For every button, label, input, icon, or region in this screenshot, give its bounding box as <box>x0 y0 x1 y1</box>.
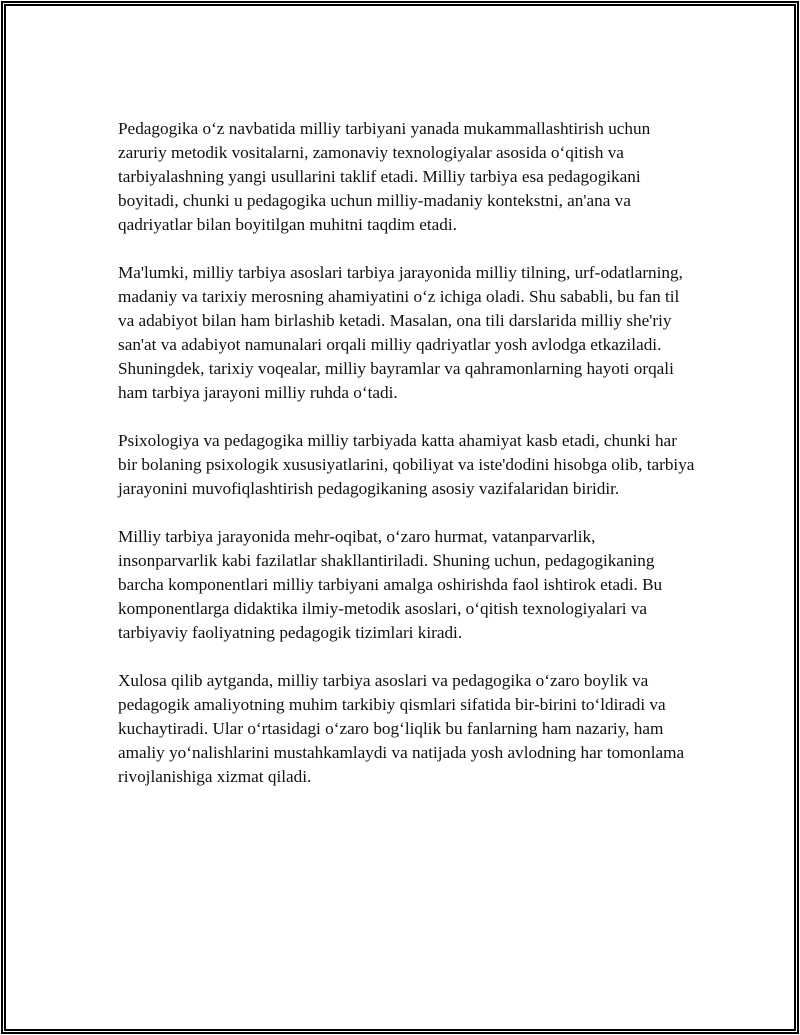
paragraph-4: Milliy tarbiya jarayonida mehr-oqibat, o‘zaro hurmat, vatanparvarlik, insonparvarlik kabi fazilatlar shakllantiriladi. Shuning uchun, pedagogikaning barcha komponentlari milliy tarbiyani amalga oshirishda faol ishtirok etadi. Bu komponentlarga didaktika ilmiy-metodik asoslari, o‘qitish texnologiyalari va tarbiyaviy faoliyatning pedagogik tizimlari kiradi. <box>118 527 663 642</box>
paragraph-2: Ma'lumki, milliy tarbiya asoslari tarbiya jarayonida milliy tilning, urf-odatlarning, madaniy va tarixiy merosning ahamiyatini o‘z ichiga oladi. Shu sababli, bu fan til va adabiyot bilan ham birlashib ketadi. Masalan, ona tili darslarida milliy she'riy san'at va adabiyot namunalari orqali milliy qadriyatlar yosh avlodga etkaziladi. Shuningdek, tarixiy voqealar, milliy bayramlar va qahramonlarning hayoti orqali ham tarbiya jarayoni milliy ruhda o‘tadi. <box>118 263 683 402</box>
document-body <box>118 117 698 813</box>
paragraph-5: Xulosa qilib aytganda, milliy tarbiya asoslari va pedagogika o‘zaro boylik va pedagogik amaliyotning muhim tarkibiy qismlari sifatida bir-birini to‘ldiradi va kuchaytiradi. Ular o‘rtasidagi o‘zaro bog‘liqlik bu fanlarning ham nazariy, ham amaliy yo‘nalishlarini mustahkamlaydi va natijada yosh avlodning har tomonlama rivojlanishiga xizmat qiladi. <box>118 671 685 786</box>
paragraph-1: Pedagogika o‘z navbatida milliy tarbiyani yanada mukammallashtirish uchun zaruriy metodik vositalarni, zamonaviy texnologiyalar asosida o‘qitish va tarbiyalashning yangi usullarini taklif etadi. Milliy tarbiya esa pedagogikani boyitadi, chunki u pedagogika uchun milliy-madaniy kontekstni, an'ana va qadriyatlar bilan boyitilgan muhitni taqdim etadi. <box>118 119 651 234</box>
paragraph-3: Psixologiya va pedagogika milliy tarbiyada katta ahamiyat kasb etadi, chunki har bir bolaning psixologik xususiyatlarini, qobiliyat va iste'dodini hisobga olib, tarbiya jarayonini muvofiqlashtirish pedagogikaning asosiy vazifalaridan biridir. <box>118 431 695 498</box>
